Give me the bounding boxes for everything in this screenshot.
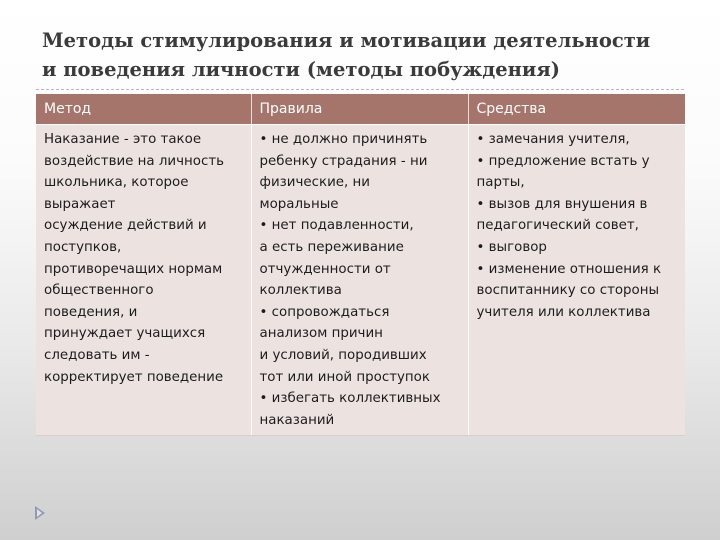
rules-text-line: наказаний: [259, 412, 335, 428]
means-text-line: педагогический совет,: [476, 218, 639, 234]
table-row: [36, 125, 685, 436]
means-text-line: • предложение встать у: [476, 153, 650, 169]
method-text-line: выражает: [44, 196, 116, 212]
rules-text-line: физические, ни: [259, 175, 370, 191]
rules-text-line: коллектива: [259, 283, 342, 299]
method-text-line: корректирует поведение: [44, 369, 224, 385]
means-cell: [468, 125, 685, 436]
title-divider: [36, 89, 684, 90]
method-first-line: [44, 129, 246, 151]
rules-text-line: моральные: [259, 196, 339, 212]
means-text-line: • вызов для внушения в: [476, 196, 648, 212]
rules-text-line: • сопровождаться: [259, 304, 390, 320]
method-text-line: поступков,: [44, 239, 122, 255]
means-text-line: учителя или коллектива: [476, 304, 651, 320]
method-text-line: осуждение действий и: [44, 218, 207, 234]
rules-text-line: а есть переживание: [259, 239, 404, 255]
method-text-line: противоречащих нормам: [44, 261, 223, 277]
method-text-line: принуждает учащихся: [44, 326, 206, 342]
rules-text-line: ребенку страдания - ни: [259, 153, 428, 169]
slide-nav-arrow-icon[interactable]: [35, 506, 45, 520]
method-text-line: воздействие на личность: [44, 153, 225, 169]
method-term: Наказание: [44, 132, 120, 147]
means-text-line: воспитаннику со стороны: [476, 283, 660, 299]
table-header-row: [36, 94, 685, 125]
rules-text-line: • нет подавленности,: [259, 218, 414, 234]
slide-title-line-1: Методы стимулирования и мотивации деятельности: [42, 29, 651, 52]
header-rules: Правила: [251, 94, 468, 125]
rules-text-line: отчужденности от: [259, 261, 391, 277]
method-text-line: следовать им -: [44, 347, 150, 363]
method-text-line: школьника, которое: [44, 175, 189, 191]
method-text-line: общественного: [44, 283, 154, 299]
methods-table: [36, 94, 685, 436]
means-text-line: • выговор: [476, 239, 547, 255]
header-method: Метод: [36, 94, 251, 125]
rules-text-line: и условий, породивших: [259, 347, 427, 363]
slide-title-line-2: и поведения личности (методы побуждения): [42, 58, 561, 81]
method-text-line: поведения, и: [44, 304, 138, 320]
rules-text-line: • не должно причинять: [259, 132, 428, 147]
rules-text-line: тот или иной проступок: [259, 369, 430, 385]
method-cell: [36, 125, 251, 436]
means-text-line: • замечания учителя,: [476, 132, 630, 147]
rules-text-line: анализом причин: [259, 326, 383, 342]
means-text-line: парты,: [476, 175, 525, 191]
rules-cell: [251, 125, 468, 436]
rules-text-line: • избегать коллективных: [259, 391, 441, 407]
header-means: Средства: [468, 94, 685, 125]
method-text-line: - это такое: [119, 132, 202, 147]
means-text-line: • изменение отношения к: [476, 261, 662, 277]
slide-title: [42, 26, 692, 84]
